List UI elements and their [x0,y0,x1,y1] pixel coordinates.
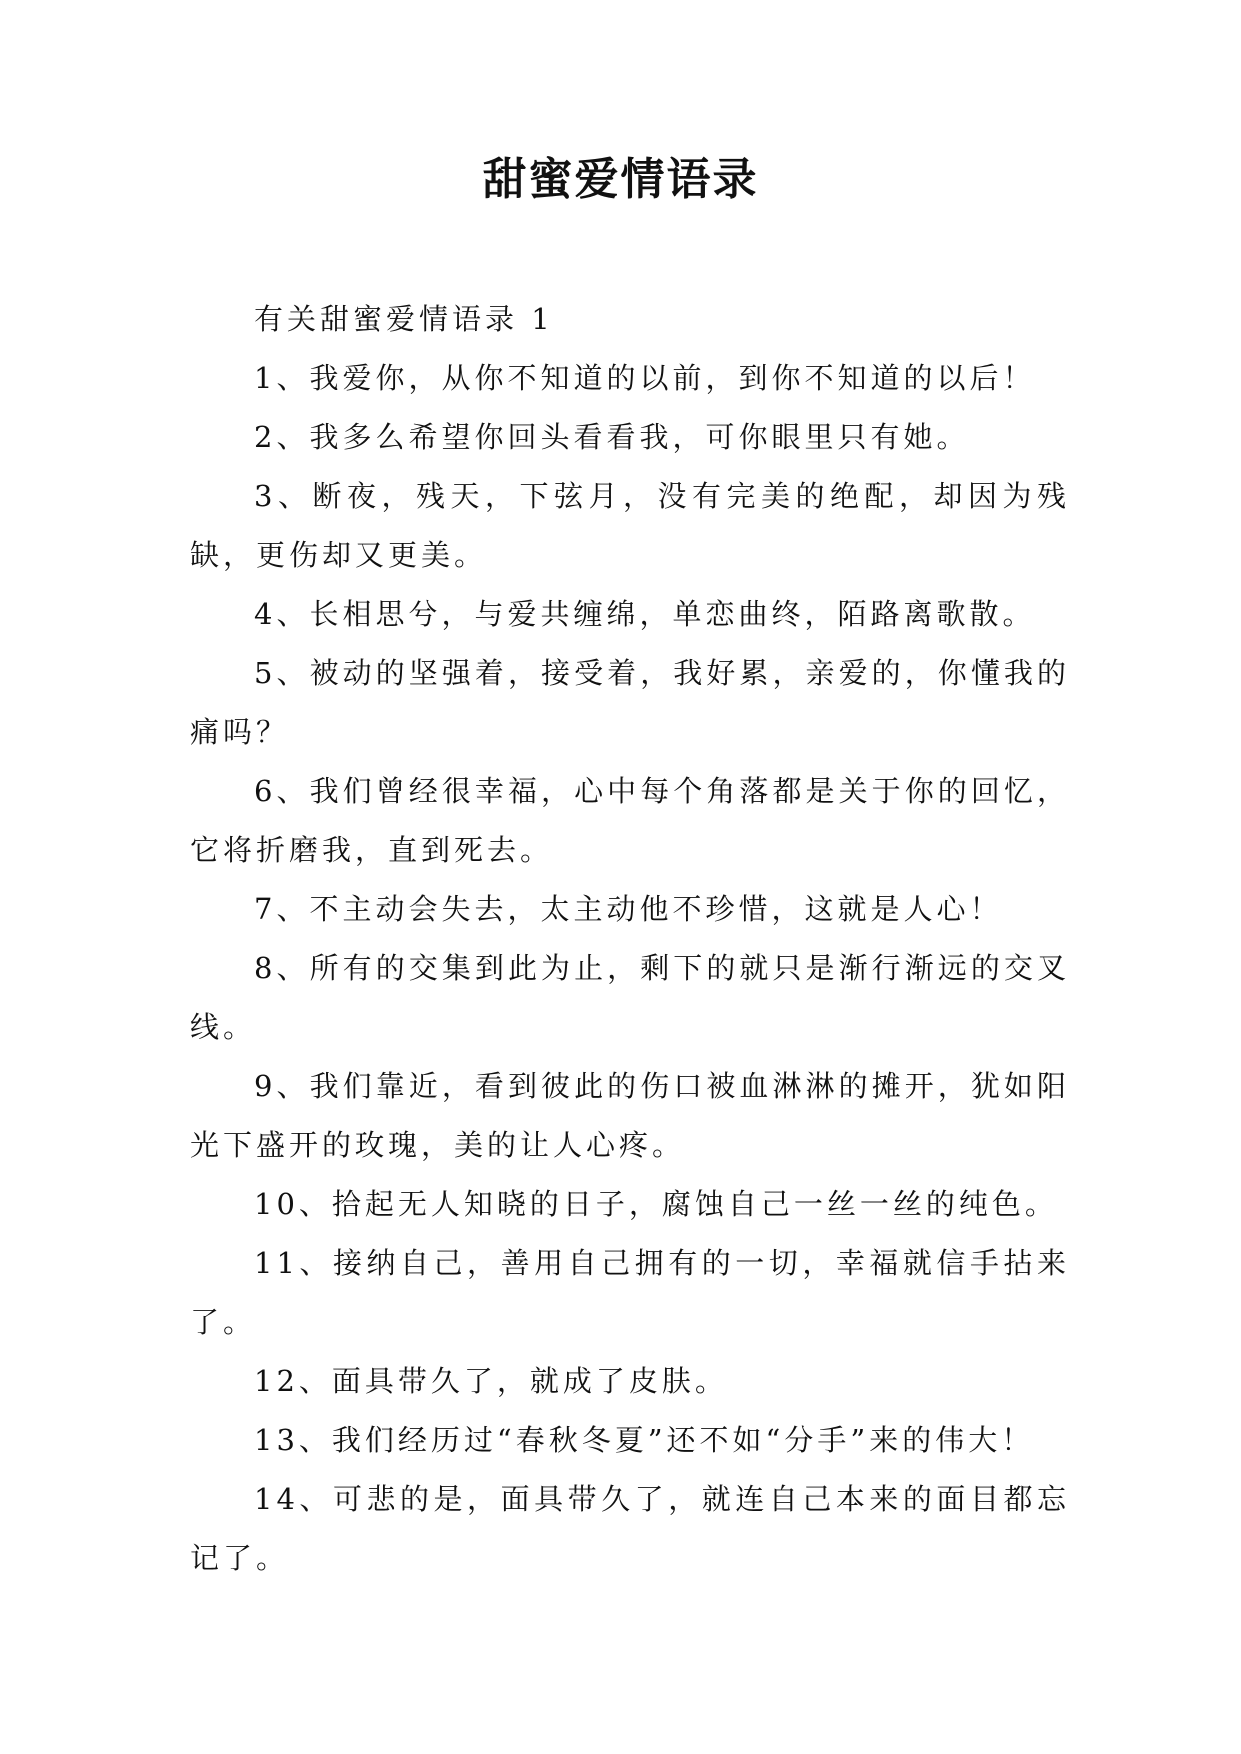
quote-paragraph: 12、面具带久了，就成了皮肤。 [254,1364,728,1398]
quote-paragraph: 2、我多么希望你回头看看我，可你眼里只有她。 [254,420,970,454]
quote-paragraph: 8、所有的交集到此为止，剩下的就只是渐行渐远的交叉线。 [190,951,1070,1044]
document-title: 甜蜜爱情语录 [482,154,759,205]
quote-paragraph: 7、不主动会失去，太主动他不珍惜，这就是人心！ [254,892,1003,926]
quote-paragraph: 3、断夜，残天，下弦月，没有完美的绝配，却因为残缺，更伤却又更美。 [190,479,1070,572]
quote-paragraph: 6、我们曾经很幸福，心中每个角落都是关于你的回忆，它将折磨我，直到死去。 [190,774,1070,867]
section-heading: 有关甜蜜爱情语录 1 [254,302,554,336]
quote-paragraph: 9、我们靠近，看到彼此的伤口被血淋淋的摊开，犹如阳光下盛开的玫瑰，美的让人心疼。 [190,1069,1070,1162]
quote-paragraph: 13、我们经历过“春秋冬夏”还不如“分手”来的伟大！ [254,1423,1035,1457]
quote-paragraph: 4、长相思兮，与爱共缠绵，单恋曲终，陌路离歌散。 [254,597,1036,631]
quote-paragraph: 14、可悲的是，面具带久了，就连自己本来的面目都忘记了。 [190,1482,1070,1575]
document-body [190,290,1070,1588]
quote-paragraph: 10、拾起无人知晓的日子，腐蚀自己一丝一丝的纯色。 [254,1187,1058,1221]
quote-paragraph: 5、被动的坚强着，接受着，我好累，亲爱的，你懂我的痛吗？ [190,656,1070,749]
quote-paragraph: 11、接纳自己，善用自己拥有的一切，幸福就信手拈来了。 [190,1246,1070,1339]
quote-paragraph: 1、我爱你，从你不知道的以前，到你不知道的以后！ [254,361,1036,395]
